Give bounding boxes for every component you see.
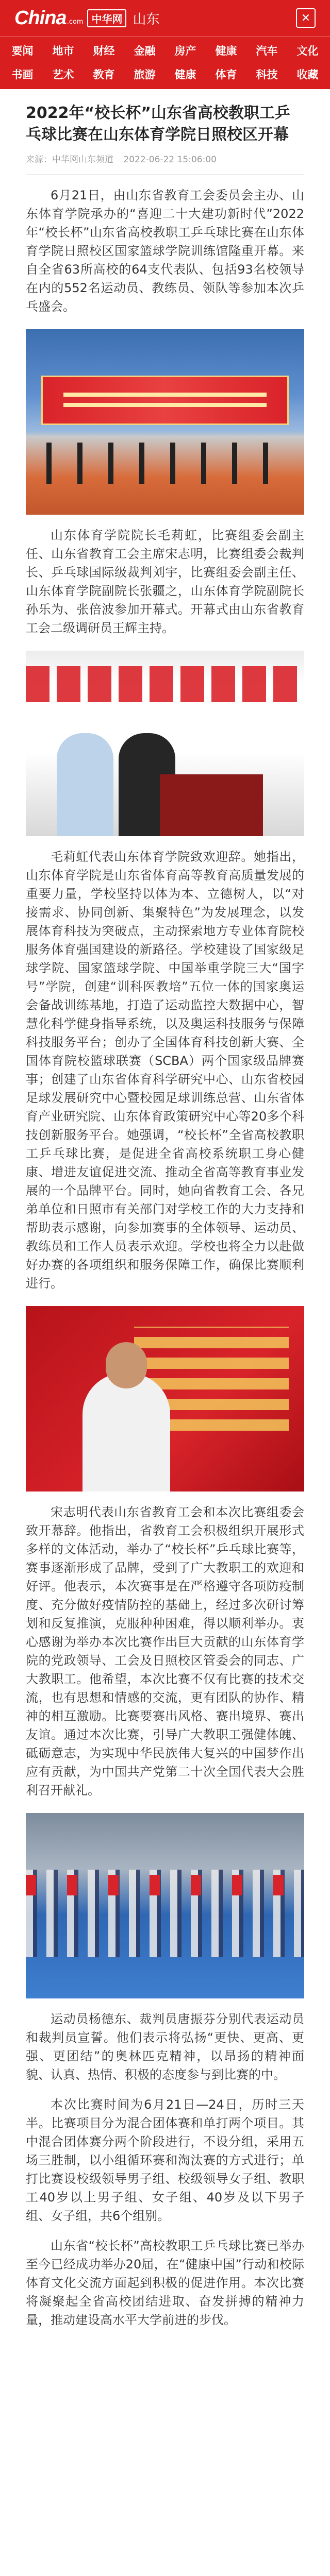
nav-item-travel[interactable]: 旅游 [134, 69, 156, 81]
article-paragraph: 山东体育学院院长毛莉虹，比赛组委会副主任、山东省教育工会主席宋志明，比赛组委会裁判长、乒乓球国际级裁判刘宇，比赛组委会副主任、山东体育学院副院长张疆之，山东体育学院副院长孙乐为、张倍波参加开幕式。开幕式由山东省教育工会二级调研员王辉主持。 [26, 528, 304, 635]
nav-item-finance[interactable]: 财经 [93, 45, 115, 57]
article-source: 来源：中华网山东频道 [26, 155, 113, 165]
nav-item-calligraphy[interactable]: 书画 [11, 69, 34, 81]
nav-item-tech[interactable]: 科技 [256, 69, 278, 81]
stage-banner [41, 376, 289, 425]
nav-item-news[interactable]: 要闻 [11, 45, 34, 57]
nav-item-auto[interactable]: 汽车 [256, 45, 278, 57]
article [0, 103, 330, 2350]
article-meta [26, 152, 304, 175]
nav-item-art[interactable]: 艺术 [52, 69, 74, 81]
article-paragraph: 运动员杨德东、裁判员唐振芬分别代表运动员和裁判员宣誓。他们表示将弘扬“更快、更高、更强、更团结”的奥林匹克精神，以昂扬的精神面貌、认真、热情、积极的态度参与到比赛的中。 [26, 2012, 304, 2082]
article-title: 2022年“校长杯”山东省高校教职工乒乓球比赛在山东体育学院日照校区开幕 [26, 104, 290, 144]
nav-item-banking[interactable]: 金融 [134, 45, 156, 57]
nav-item-collection[interactable]: 收藏 [296, 69, 319, 81]
athletes-photo [26, 1813, 304, 1998]
article-paragraph: 山东省“校长杯”高校教职工乒乓球比赛已举办至今已经成功举办20届，在“健康中国”行动和校际体育文化交流方面起到积极的促进作用。本次比赛将凝聚起全省高校团结进取、奋发拼搏的精神力量，推动建设高水平大学前进的步伐。 [26, 2239, 304, 2327]
team-signs [26, 1875, 304, 1895]
nav-item-education[interactable]: 教育 [93, 69, 115, 81]
lectern [160, 774, 263, 836]
region-label[interactable]: 山东 [133, 11, 160, 27]
article-paragraph: 6月21日，由山东省教育工会委员会主办、山东体育学院承办的“喜迎二十大建功新时代”2022年“校长杯”山东省高校教职工乒乓球比赛在山东体育学院日照校区国家篮球学院训练馆隆重开幕。来自全省63所高校的64支代表队、包括93名校领导在内的552名运动员、教练员、领队等参加本次乒乓盛会。 [26, 188, 304, 314]
article-paragraph: 宋志明代表山东省教育工会和本次比赛组委会致开幕辞。他指出，省教育工会积极组织开展形式多样的文体活动，举办了“校长杯”乒乓球比赛等，赛事逐渐形成了品牌，受到了广大教职工的欢迎和好评。他表示，本次赛事是在严格遵守各项防疫制度、充分做好疫情防控的基础上，经过多次研讨筹划和反复推演，克服种种困难，得以顺利举办。衷心感谢为举办本次比赛作出巨大贡献的山东体育学院的党政领导、工会及日照校区管委会的同志、广大教职工。他希望，本次比赛不仅有比赛的技术交流，也有思想和情感的交流，更有团队的协作、精神的相互激励。比赛要赛出风格、赛出境界、赛出友谊。通过本次比赛，引导广大教职工强健体魄、砥砺意志，为实现中华民族伟大复兴的中国梦作出应有贡献，为中国共产党第二十次全国代表大会胜利召开献礼。 [26, 1505, 304, 1798]
nav-item-health[interactable]: 健康 [215, 45, 237, 57]
logo-main-text: China [14, 7, 67, 29]
backdrop-text [26, 666, 304, 702]
speaker-head [106, 1342, 147, 1388]
close-icon[interactable]: ✕ [296, 8, 316, 28]
site-logo[interactable] [14, 7, 126, 29]
opening-ceremony-photo [26, 329, 304, 515]
nav-item-sports[interactable]: 体育 [215, 69, 237, 81]
article-date: 2022-06-22 15:06:00 [123, 155, 217, 165]
logo-sub-text: .com [67, 18, 84, 26]
nav-item-realestate[interactable]: 房产 [174, 45, 196, 57]
nav-item-cities[interactable]: 地市 [52, 45, 74, 57]
nav-item-culture[interactable]: 文化 [296, 45, 319, 57]
logo-badge: 中华网 [87, 9, 126, 27]
officials-row [46, 443, 284, 484]
speaker-photo [26, 651, 304, 836]
speaker-figure [82, 1373, 170, 1492]
top-bar [0, 0, 330, 36]
person-figure [57, 733, 113, 836]
category-nav [0, 36, 330, 89]
nav-item-health-2[interactable]: 健康 [174, 69, 196, 81]
article-paragraph: 本次比赛时间为6月21日—24日，历时三天半。比赛项目分为混合团体赛和单打两个项目。其中混合团体赛分两个阶段进行，不设分组，采用五场三胜制，以小组循环赛和淘汰赛的方式进行；单打比赛设校级领导男子组、校级领导女子组、教职工40岁以上男子组、女子组、40岁及以下男子组、女子组，共6个组别。 [26, 2097, 304, 2223]
article-paragraph: 毛莉虹代表山东体育学院致欢迎辞。她指出，山东体育学院是山东省体育高等教育高质量发展的重要力量，学校坚持以体为本、立德树人，以“对接需求、协同创新、集聚特色”为发展理念，以发展体育科技为突破点，主动探索地方专业体育院校服务体育强国建设的新路径。学校建设了国家级足球学院、国家篮球学院、中国举重学院三大“国字号”学院，创建“训科医教培”五位一体的国家奥运会备战训练基地，打造了运动监控大数据中心，智慧化科学健身指导系统，以及奥运科技服务与保障科技服务平台；创办了全国体育科技创新大赛、全国体育院校篮球联赛（SCBA）两个国家级品牌赛事；创建了山东省体育科学研究中心、山东省校园足球发展研究中心暨校园足球训练总营、山东省体育产业研究院、山东体育政策研究中心等20多个科技创新服务平台。她强调，“校长杯”全省高校教职工乒乓球比赛，是促进全省高校系统职工身心健康、增进友谊促进交流、推动全省高等教育事业发展的一个品牌平台。同时，她向省教育工会、各兄弟单位和日照市有关部门对学校工作的大力支持和帮助表示感谢，向参加赛事的全体领导、运动员、教练员和工作人员表示欢迎。学校也将全力以赴做好办赛的各项组织和服务保障工作，确保比赛顺利进行。 [26, 850, 304, 1291]
speech-photo [26, 1306, 304, 1492]
